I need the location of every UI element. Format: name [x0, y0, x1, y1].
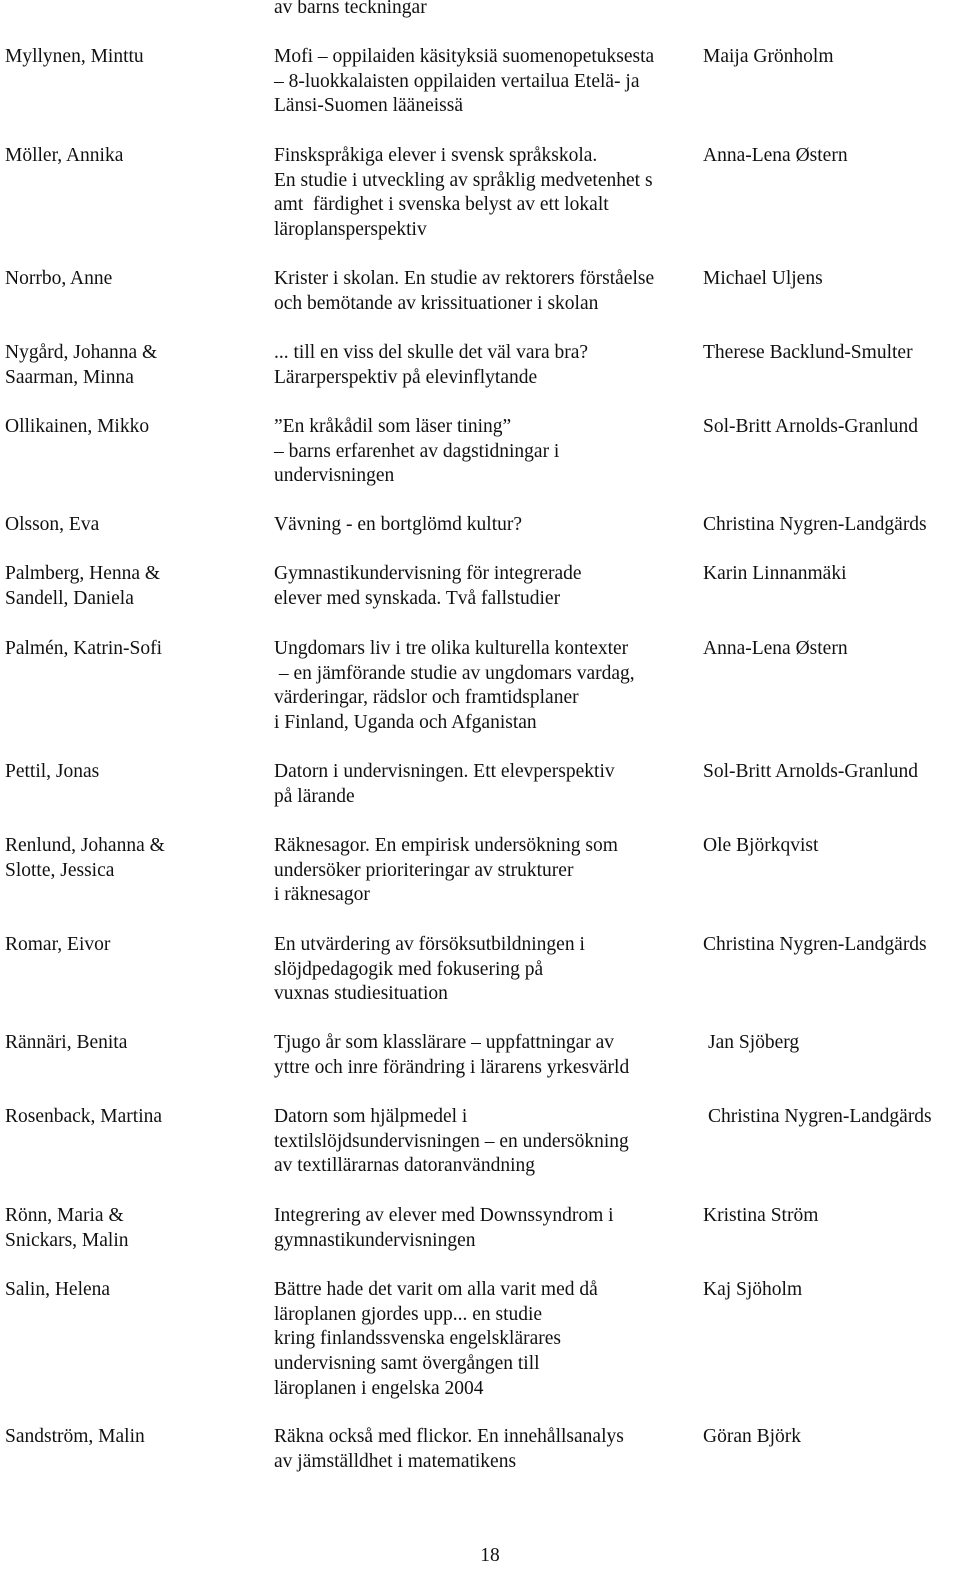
entry-title-line: gymnastikundervisningen — [274, 1229, 476, 1251]
entry-title-line: kring finlandssvenska engelsklärares — [274, 1328, 561, 1350]
entry-title-line: och bemötande av krissituationer i skolan — [274, 292, 599, 314]
entry-author: Ollikainen, Mikko — [5, 416, 150, 437]
entry-title-line: Integrering av elever med Downssyndrom i — [274, 1205, 614, 1226]
entry-author: Renlund, Johanna & — [5, 835, 165, 856]
entry-title-line: Vävning - en bortglömd kultur? — [274, 514, 523, 535]
entry-title-line: Lärarperspektiv på elevinflytande — [274, 366, 538, 388]
entry-title-line: Krister i skolan. En studie av rektorers förståelse — [274, 268, 655, 289]
entry-title-line: Räkna också med flickor. En innehållsanalys — [274, 1426, 624, 1447]
entry-author: Olsson, Eva — [5, 514, 100, 535]
continued-title: av barns teckningar — [274, 0, 427, 18]
entry-title-line: Ungdomars liv i tre olika kulturella kontexter — [274, 638, 629, 659]
entry-supervisor: Christina Nygren-Landgärds — [703, 514, 927, 535]
entry-supervisor: Christina Nygren-Landgärds — [703, 934, 927, 955]
entry-title-line: Tjugo år som klasslärare – uppfattningar av — [274, 1032, 615, 1053]
entry-title-line: Finskspråkiga elever i svensk språkskola. — [274, 145, 598, 166]
entry-author: Rönn, Maria & — [5, 1205, 124, 1226]
entry-title-line: slöjdpedagogik med fokusering på — [274, 958, 544, 980]
entry-supervisor: Sol-Britt Arnolds-Granlund — [703, 416, 919, 437]
entry-title-line: textilslöjdsundervisningen – en undersökning — [274, 1130, 629, 1152]
entry-title-line: yttre och inre förändring i lärarens yrkesvärld — [274, 1056, 630, 1078]
entry-title-line: värderingar, rädslor och framtidsplaner — [274, 687, 579, 709]
entry-title-line: Gymnastikundervisning för integrerade — [274, 563, 582, 584]
entry-title-line: Datorn i undervisningen. Ett elevperspektiv — [274, 761, 615, 782]
entry-author: Pettil, Jonas — [5, 761, 100, 782]
entry-title-line: av jämställdhet i matematikens — [274, 1450, 517, 1472]
entry-author: Nygård, Johanna & — [5, 342, 158, 363]
entry-title-line: vuxnas studiesituation — [274, 983, 448, 1005]
entry-title-line: Räknesagor. En empirisk undersökning som — [274, 835, 618, 856]
entry-supervisor: Sol-Britt Arnolds-Granlund — [703, 761, 919, 782]
entry-author: Romar, Eivor — [5, 934, 111, 955]
entry-supervisor: Kristina Ström — [703, 1205, 819, 1226]
entry-supervisor: Therese Backlund-Smulter — [703, 342, 913, 363]
entry-title-line: av textillärarnas datoranvändning — [274, 1155, 535, 1177]
entry-title-line: Datorn som hjälpmedel i — [274, 1106, 468, 1127]
entry-title-line: undervisning samt övergången till — [274, 1353, 540, 1375]
entry-supervisor: Karin Linnanmäki — [703, 563, 847, 584]
page-number: 18 — [480, 1545, 500, 1566]
entry-title-line: läroplanen i engelska 2004 — [274, 1377, 484, 1399]
entry-title-line: läroplansperspektiv — [274, 219, 427, 241]
entry-author: Sandell, Daniela — [5, 587, 134, 609]
entry-author: Möller, Annika — [5, 145, 124, 166]
entry-title-line: ... till en viss del skulle det väl vara bra? — [274, 342, 589, 363]
entry-author: Saarman, Minna — [5, 366, 134, 388]
entry-supervisor: Michael Uljens — [703, 268, 823, 289]
entry-title-line: Bättre hade det varit om alla varit med då — [274, 1279, 598, 1300]
entry-title-line: – en jämförande studie av ungdomars vardag, — [274, 662, 635, 684]
entry-title-line: elever med synskada. Två fallstudier — [274, 587, 561, 609]
entry-author: Rännäri, Benita — [5, 1032, 128, 1053]
entry-author: Slotte, Jessica — [5, 859, 115, 881]
entry-supervisor: Göran Björk — [703, 1426, 802, 1447]
entry-supervisor: Kaj Sjöholm — [703, 1279, 803, 1300]
entry-title-line: i räknesagor — [274, 884, 370, 906]
entry-supervisor: Jan Sjöberg — [708, 1032, 800, 1053]
entry-author: Salin, Helena — [5, 1279, 111, 1300]
entry-title-line: i Finland, Uganda och Afganistan — [274, 712, 537, 734]
entry-title-line: Länsi-Suomen lääneissä — [274, 95, 463, 117]
entry-title-line: läroplanen gjordes upp... en studie — [274, 1303, 543, 1325]
entry-supervisor: Maija Grönholm — [703, 46, 834, 67]
entry-author: Norrbo, Anne — [5, 268, 113, 289]
entry-supervisor: Anna-Lena Østern — [703, 145, 848, 166]
entry-supervisor: Ole Björkqvist — [703, 835, 819, 856]
entry-author: Sandström, Malin — [5, 1426, 145, 1447]
entry-author: Snickars, Malin — [5, 1229, 129, 1251]
entry-supervisor: Anna-Lena Østern — [703, 638, 848, 659]
entry-author: Palmén, Katrin-Sofi — [5, 638, 163, 659]
entry-title-line: undersöker prioriteringar av strukturer — [274, 859, 574, 881]
entry-author: Palmberg, Henna & — [5, 563, 161, 584]
entry-title-line: undervisningen — [274, 465, 395, 487]
entry-supervisor: Christina Nygren-Landgärds — [708, 1106, 932, 1127]
entry-title-line: – 8-luokkalaisten oppilaiden vertailua Etelä- ja — [274, 70, 640, 92]
entry-title-line: på lärande — [274, 785, 355, 807]
entry-author: Rosenback, Martina — [5, 1106, 163, 1127]
entry-title-line: Mofi – oppilaiden käsityksiä suomenopetuksesta — [274, 46, 655, 67]
entry-title-line: – barns erfarenhet av dagstidningar i — [274, 440, 560, 462]
entry-title-line: amt färdighet i svenska belyst av ett lokalt — [274, 194, 609, 216]
entry-title-line: En studie i utveckling av språklig medvetenhet s — [274, 169, 653, 191]
entry-author: Myllynen, Minttu — [5, 46, 144, 67]
entry-title-line: ”En kråkådil som läser tining” — [274, 416, 512, 437]
entry-title-line: En utvärdering av försöksutbildningen i — [274, 934, 585, 955]
